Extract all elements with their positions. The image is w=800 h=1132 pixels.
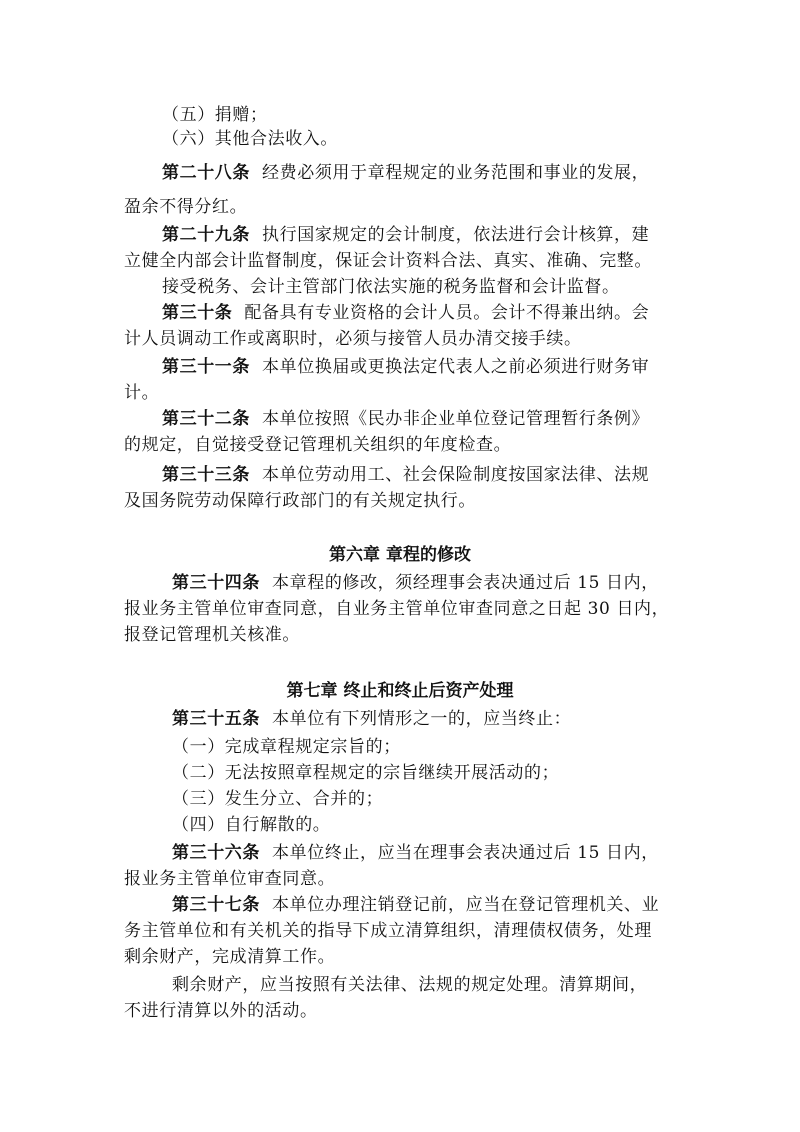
article-number: 第三十二条 (162, 409, 250, 429)
article-28-line-1: 第二十八条 经费必须用于章程规定的业务范围和事业的发展， (162, 163, 650, 183)
article-30-line-1: 第三十条 配备具有专业资格的会计人员。会计不得兼出纳。会 (162, 303, 650, 323)
paragraph-line: 不进行清算以外的活动。 (124, 1001, 318, 1021)
article-number: 第三十六条 (172, 843, 260, 863)
list-item: （六）其他合法收入。 (162, 129, 338, 149)
article-33-line-1: 第三十三条 本单位劳动用工、社会保险制度按国家法律、法规 (162, 465, 650, 485)
list-item: （三）发生分立、合并的； (172, 789, 384, 809)
list-item: （四）自行解散的。 (172, 815, 331, 835)
article-37-line-3: 剩余财产，完成清算工作。 (124, 947, 336, 967)
article-37-line-1: 第三十七条 本单位办理注销登记前，应当在登记管理机关、业 (172, 895, 660, 915)
article-36-line-1: 第三十六条 本单位终止，应当在理事会表决通过后 15 日内， (172, 843, 659, 863)
list-item: （一）完成章程规定宗旨的； (172, 737, 401, 757)
article-number: 第三十条 (162, 303, 233, 323)
list-item: （五）捐赠； (162, 105, 268, 125)
article-number: 第二十八条 (162, 163, 250, 183)
article-number: 第三十一条 (162, 357, 250, 377)
article-31-line-1: 第三十一条 本单位换届或更换法定代表人之前必须进行财务审 (162, 357, 650, 377)
chapter-6-heading: 第六章 章程的修改 (329, 545, 471, 565)
article-number: 第三十七条 (172, 895, 260, 915)
list-item: （二）无法按照章程规定的宗旨继续开展活动的； (172, 763, 560, 783)
article-35-line-1: 第三十五条 本单位有下列情形之一的，应当终止： (172, 709, 572, 729)
article-33-line-2: 及国务院劳动保障行政部门的有关规定执行。 (124, 491, 476, 511)
article-number: 第三十三条 (162, 465, 250, 485)
article-30-line-2: 计人员调动工作或离职时，必须与接管人员办清交接手续。 (124, 329, 582, 349)
article-36-line-2: 报业务主管单位审查同意。 (124, 869, 336, 889)
article-number: 第三十四条 (172, 573, 260, 593)
article-29-line-2: 立健全内部会计监督制度，保证会计资料合法、真实、准确、完整。 (124, 251, 652, 271)
article-37-line-2: 务主管单位和有关机关的指导下成立清算组织，清理债权债务，处理 (124, 921, 652, 941)
article-32-line-1: 第三十二条 本单位按照《民办非企业单位登记管理暂行条例》 (162, 409, 650, 429)
article-29-line-3: 接受税务、会计主管部门依法实施的税务监督和会计监督。 (162, 277, 620, 297)
article-29-line-1: 第二十九条 执行国家规定的会计制度，依法进行会计核算，建 (162, 225, 650, 245)
paragraph-line: 剩余财产，应当按照有关法律、法规的规定处理。清算期间， (172, 975, 648, 995)
article-32-line-2: 的规定，自觉接受登记管理机关组织的年度检查。 (124, 435, 512, 455)
article-31-line-2: 计。 (124, 383, 160, 403)
article-number: 第三十五条 (172, 709, 260, 729)
article-34-line-3: 报登记管理机关核准。 (124, 625, 300, 645)
article-28-line-2: 盈余不得分红。 (124, 197, 248, 217)
article-34-line-2: 报业务主管单位审查同意，自业务主管单位审查同意之日起 30 日内， (124, 599, 670, 619)
chapter-7-heading: 第七章 终止和终止后资产处理 (286, 681, 514, 701)
article-34-line-1: 第三十四条 本章程的修改，须经理事会表决通过后 15 日内， (172, 573, 659, 593)
article-number: 第二十九条 (162, 225, 250, 245)
